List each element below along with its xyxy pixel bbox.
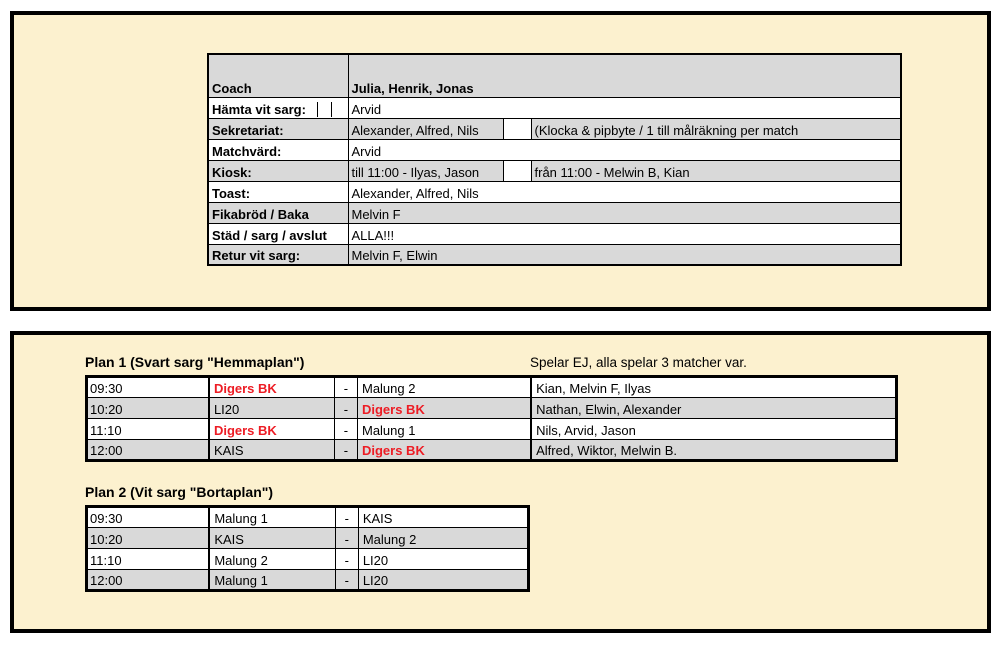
table-row: [87, 549, 529, 570]
resting-players: Nathan, Elwin, Alexander: [531, 398, 896, 419]
spacer-cell: [503, 160, 531, 181]
table-row: [208, 160, 901, 181]
duty-label: Retur vit sarg:: [208, 244, 348, 265]
duty-label: Toast:: [208, 181, 348, 202]
match-time: 10:20: [87, 398, 209, 419]
match-away: Malung 2: [358, 528, 528, 549]
match-home: KAIS: [209, 528, 335, 549]
table-row: [208, 244, 901, 265]
duty-note: från 11:00 - Melwin B, Kian: [531, 160, 901, 181]
matches-panel: [10, 331, 991, 633]
table-row: [208, 181, 901, 202]
duty-label: [208, 97, 348, 118]
table-row: [208, 118, 901, 139]
spacer-cell: [503, 118, 531, 139]
match-dash: -: [335, 528, 358, 549]
table-row: [208, 223, 901, 244]
duty-label: Fikabröd / Baka: [208, 202, 348, 223]
duty-label: Coach: [208, 54, 348, 97]
duty-value: Alexander, Alfred, Nils: [348, 181, 901, 202]
resting-players: Nils, Arvid, Jason: [531, 419, 896, 440]
match-away: LI20: [358, 570, 528, 591]
duty-value: Arvid: [348, 139, 901, 160]
duty-table: [207, 53, 902, 266]
table-row: [208, 97, 901, 118]
match-home: Digers BK: [209, 377, 334, 398]
duty-value: Alexander, Alfred, Nils: [348, 118, 503, 139]
plan2-title: Plan 2 (Vit sarg "Bortaplan"): [85, 484, 274, 500]
table-row: [87, 528, 529, 549]
resting-players: Kian, Melvin F, Ilyas: [531, 377, 896, 398]
duty-label-text: Hämta vit sarg:: [212, 101, 306, 117]
duty-label: Matchvärd:: [208, 139, 348, 160]
duty-value: Melvin F: [348, 202, 901, 223]
duty-note: (Klocka & pipbyte / 1 till målräkning per match: [531, 118, 901, 139]
duty-value: till 11:00 - Ilyas, Jason: [348, 160, 503, 181]
table-row: [87, 377, 897, 398]
table-row: [87, 507, 529, 528]
table-row: [87, 440, 897, 461]
match-away: Malung 1: [357, 419, 531, 440]
match-time: 09:30: [87, 507, 210, 528]
match-away: KAIS: [358, 507, 528, 528]
duty-label: Städ / sarg / avslut: [208, 223, 348, 244]
match-dash: -: [335, 507, 358, 528]
match-away: LI20: [358, 549, 528, 570]
plan1-subtitle: Spelar EJ, alla spelar 3 matcher var.: [530, 355, 747, 370]
match-time: 11:10: [87, 549, 210, 570]
table-row: [208, 202, 901, 223]
duty-value: Arvid: [348, 97, 901, 118]
plan2-table: [85, 505, 530, 592]
resting-players: Alfred, Wiktor, Melwin B.: [531, 440, 896, 461]
match-dash: -: [334, 440, 357, 461]
match-away: Digers BK: [357, 398, 531, 419]
match-dash: -: [335, 549, 358, 570]
match-home: LI20: [209, 398, 334, 419]
duty-value: ALLA!!!: [348, 223, 901, 244]
duty-value: Julia, Henrik, Jonas: [348, 54, 901, 97]
match-time: 10:20: [87, 528, 210, 549]
table-row: [87, 570, 529, 591]
match-time: 09:30: [87, 377, 209, 398]
empty-cell-box: [317, 102, 332, 117]
match-time: 12:00: [87, 440, 209, 461]
match-home: Digers BK: [209, 419, 334, 440]
duty-value: Melvin F, Elwin: [348, 244, 901, 265]
duties-panel: [10, 11, 991, 311]
match-dash: -: [334, 419, 357, 440]
duty-label: Sekretariat:: [208, 118, 348, 139]
table-row: [208, 139, 901, 160]
match-dash: -: [335, 570, 358, 591]
table-row: [87, 398, 897, 419]
match-home: Malung 1: [209, 507, 335, 528]
match-time: 12:00: [87, 570, 210, 591]
match-dash: -: [334, 377, 357, 398]
duty-label: Kiosk:: [208, 160, 348, 181]
table-row: [87, 419, 897, 440]
match-away: Malung 2: [357, 377, 531, 398]
table-row: [208, 54, 901, 97]
match-home: Malung 2: [209, 549, 335, 570]
plan1-table: [85, 375, 898, 462]
match-time: 11:10: [87, 419, 209, 440]
match-home: Malung 1: [209, 570, 335, 591]
match-dash: -: [334, 398, 357, 419]
match-away: Digers BK: [357, 440, 531, 461]
plan1-title: Plan 1 (Svart sarg "Hemmaplan"): [85, 354, 305, 370]
match-home: KAIS: [209, 440, 334, 461]
